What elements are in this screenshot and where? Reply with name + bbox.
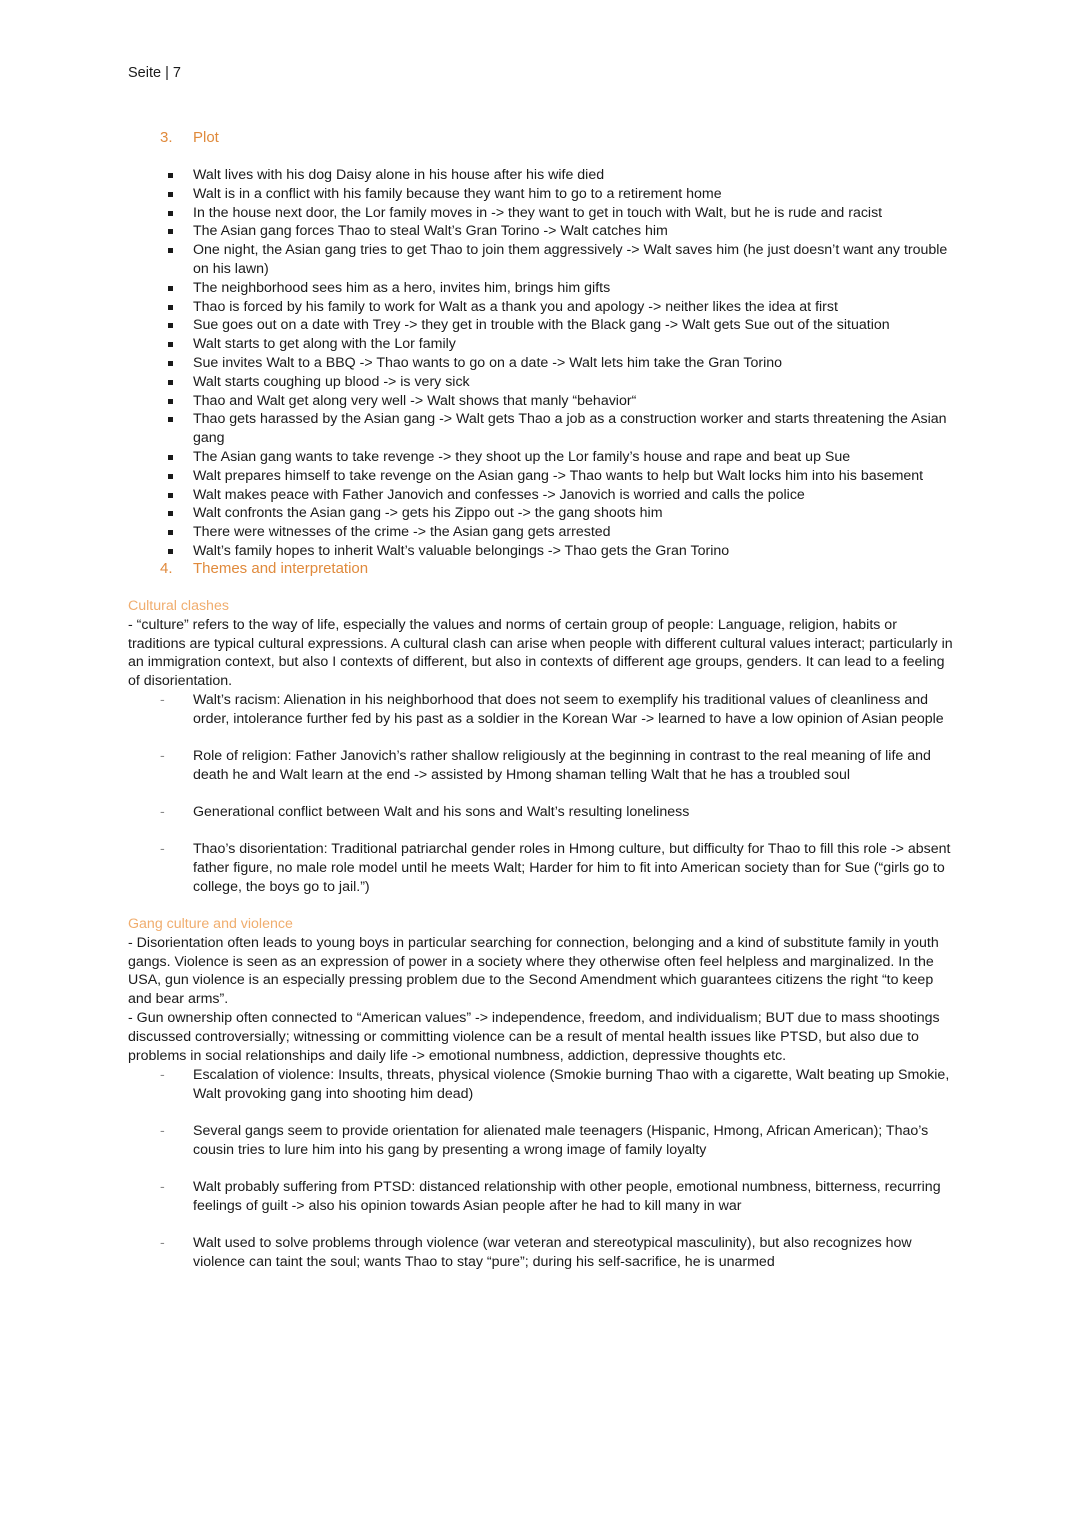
plot-item-text: The Asian gang forces Thao to steal Walt’s Gran Torino -> Walt catches him xyxy=(193,223,668,240)
section-number: 4. xyxy=(160,560,173,577)
list-item-text: Several gangs seem to provide orientation for alienated male teenagers (Hispanic, Hmong, African American); Thao’s cousin tries to lure him into his gang by presenting a wrong image of family loyalty xyxy=(193,1123,929,1158)
subheading-cultural-clashes: Cultural clashes xyxy=(128,598,229,614)
list-item xyxy=(160,840,960,896)
list-item xyxy=(160,222,960,241)
plot-item-text: Walt is in a conflict with his family because they want him to go to a retirement home xyxy=(193,185,722,202)
plot-item-text: Thao is forced by his family to work for Walt as a thank you and apology -> neither likes the idea at first xyxy=(193,298,838,315)
subheading-gang-culture: Gang culture and violence xyxy=(128,916,293,932)
square-bullet-icon xyxy=(168,474,173,479)
square-bullet-icon xyxy=(168,342,173,347)
square-bullet-icon xyxy=(168,211,173,216)
plot-item-text: There were witnesses of the crime -> the Asian gang gets arrested xyxy=(193,524,611,541)
plot-item-text: Walt starts coughing up blood -> is very sick xyxy=(193,373,470,390)
list-item-text: Generational conflict between Walt and his sons and Walt’s resulting loneliness xyxy=(193,804,690,821)
plot-item-text: Walt’s family hopes to inherit Walt’s valuable belongings -> Thao gets the Gran Torino xyxy=(193,542,730,559)
list-item xyxy=(160,185,960,204)
list-item xyxy=(160,691,960,729)
list-item xyxy=(160,747,960,785)
list-item xyxy=(160,1234,960,1272)
dash-marker: - xyxy=(160,1179,165,1196)
square-bullet-icon xyxy=(168,286,173,291)
dash-marker: - xyxy=(160,1067,165,1083)
plot-section-heading xyxy=(160,129,219,148)
plot-item-text: Thao and Walt get along very well -> Walt shows that manly “behavior“ xyxy=(193,392,637,409)
list-item xyxy=(160,166,960,185)
dash-marker: - xyxy=(160,692,165,708)
square-bullet-icon xyxy=(168,399,173,404)
square-bullet-icon xyxy=(168,361,173,366)
dash-marker: - xyxy=(160,1123,165,1140)
plot-item-text: The Asian gang wants to take revenge -> they shoot up the Lor family’s house and rape and beat up Sue xyxy=(193,448,851,465)
section-number: 3. xyxy=(160,129,173,146)
gang-culture-paragraph-2: - Gun ownership often connected to “American values” -> independence, freedom, and individualism; BUT due to mass shootings discussed controversially; witnessing or committing violence can be a result of mental health issues like PTSD, but also due to problems in social relationships and daily life -> emotional numbness, addiction, depressive thoughts etc. xyxy=(128,1009,940,1064)
plot-item-text: Walt makes peace with Father Janovich and confesses -> Janovich is worried and calls the police xyxy=(193,486,805,503)
dash-marker: - xyxy=(160,841,165,858)
list-item xyxy=(160,523,960,542)
plot-item-text: Walt lives with his dog Daisy alone in his house after his wife died xyxy=(193,167,605,183)
square-bullet-icon xyxy=(168,380,173,385)
list-item xyxy=(160,241,960,279)
plot-item-text: Walt starts to get along with the Lor family xyxy=(193,336,456,353)
square-bullet-icon xyxy=(168,455,173,460)
list-item xyxy=(160,1066,960,1104)
square-bullet-icon xyxy=(168,530,173,535)
plot-item-text: Walt confronts the Asian gang -> gets his Zippo out -> the gang shoots him xyxy=(193,505,663,522)
square-bullet-icon xyxy=(168,493,173,498)
list-item xyxy=(160,373,960,392)
cultural-clashes-list xyxy=(160,691,960,915)
gang-culture-paragraph-1: - Disorientation often leads to young boys in particular searching for connection, belonging and a kind of substitute family in youth gangs. Violence is seen as an expression of power in a society where they otherwise often feel helpless and marginalized. In the USA, gun violence is an especially pressing problem due to the Second Amendment which guarantees citizens the right “to keep and bear arms”. xyxy=(128,934,939,1008)
themes-section-heading xyxy=(160,560,368,579)
plot-item-text: Thao gets harassed by the Asian gang -> Walt gets Thao a job as a construction worker and starts threatening the Asian gang xyxy=(193,411,947,447)
gang-culture-list xyxy=(160,1066,960,1290)
plot-item-text: Sue invites Walt to a BBQ -> Thao wants to go on a date -> Walt lets him take the Gran Torino xyxy=(193,354,783,371)
list-item xyxy=(160,467,960,486)
dash-marker: - xyxy=(160,748,165,765)
list-item xyxy=(160,335,960,354)
list-item-text: Walt used to solve problems through violence (war veteran and stereotypical masculinity), but also recognizes how violence can taint the soul; wants Thao to stay “pure”; during his self-sacrifice, he is unarmed xyxy=(193,1235,912,1271)
plot-item-text: Sue goes out on a date with Trey -> they get in trouble with the Black gang -> Walt gets Sue out of the situation xyxy=(193,317,890,334)
square-bullet-icon xyxy=(168,549,173,554)
cultural-clashes-paragraph: - “culture” refers to the way of life, especially the values and norms of certain group of people: Language, religion, habits or traditions are typical cultural expressions. A cultural clash can arise when people with different cultural values interact; particularly in an immigration context, but also I contexts of different, but also in contexts of different age groups, genders. It can lead to a feeling of disorientation. xyxy=(128,616,953,690)
plot-bullet-list xyxy=(160,166,960,561)
list-item-text: Escalation of violence: Insults, threats, physical violence (Smokie burning Thao with a cigarette, Walt beating up Smokie, Walt provoking gang into shooting him dead) xyxy=(193,1067,950,1102)
list-item xyxy=(160,486,960,505)
square-bullet-icon xyxy=(168,323,173,328)
dash-marker: - xyxy=(160,1235,165,1252)
plot-item-text: One night, the Asian gang tries to get Thao to join them aggressively -> Walt saves him (he just doesn’t want any trouble on his lawn) xyxy=(193,242,948,277)
list-item xyxy=(160,1122,960,1160)
list-item-text: Walt’s racism: Alienation in his neighborhood that does not seem to exemplify his traditional values of cleanliness and order, intolerance further fed by his past as a soldier in the Korean War -> learned to have a low opinion of Asian people xyxy=(193,692,944,727)
list-item xyxy=(160,279,960,298)
list-item-text: Walt probably suffering from PTSD: distanced relationship with other people, emotional numbness, bitterness, recurring feelings of guilt -> also his opinion towards Asian people after he had to kill many in war xyxy=(193,1179,941,1214)
list-item xyxy=(160,803,960,822)
list-item xyxy=(160,354,960,373)
gang-culture-block xyxy=(128,915,958,1065)
list-item xyxy=(160,410,960,448)
list-item-text: Role of religion: Father Janovich’s rather shallow religiously at the beginning in contrast to the real meaning of life and death he and Walt learn at the end -> assisted by Hmong shaman telling Walt that he has a troubled soul xyxy=(193,748,931,783)
square-bullet-icon xyxy=(168,192,173,197)
list-item xyxy=(160,448,960,467)
square-bullet-icon xyxy=(168,229,173,234)
list-item xyxy=(160,392,960,411)
list-item xyxy=(160,316,960,335)
plot-item-text: In the house next door, the Lor family moves in -> they want to get in touch with Walt, but he is rude and racist xyxy=(193,204,883,221)
cultural-clashes-block xyxy=(128,597,958,691)
plot-item-text: Walt prepares himself to take revenge on the Asian gang -> Thao wants to help but Walt locks him into his basement xyxy=(193,467,924,484)
dash-marker: - xyxy=(160,804,165,821)
list-item xyxy=(160,298,960,317)
square-bullet-icon xyxy=(168,511,173,516)
section-title: Themes and interpretation xyxy=(193,560,369,577)
section-title: Plot xyxy=(193,129,219,146)
square-bullet-icon xyxy=(168,173,173,178)
list-item-text: Thao’s disorientation: Traditional patriarchal gender roles in Hmong culture, but difficulty for Thao to fill this role -> absent father figure, no male role model until he meets Walt; Harder for him to fit into American society than for Sue (“girls go to college, the boys go to jail.”) xyxy=(193,841,951,896)
square-bullet-icon xyxy=(168,305,173,310)
square-bullet-icon xyxy=(168,417,173,422)
list-item xyxy=(160,1178,960,1216)
list-item xyxy=(160,542,960,561)
square-bullet-icon xyxy=(168,248,173,253)
list-item xyxy=(160,504,960,523)
page-number-header: Seite | 7 xyxy=(128,65,181,81)
list-item xyxy=(160,204,960,223)
plot-item-text: The neighborhood sees him as a hero, invites him, brings him gifts xyxy=(193,279,611,296)
